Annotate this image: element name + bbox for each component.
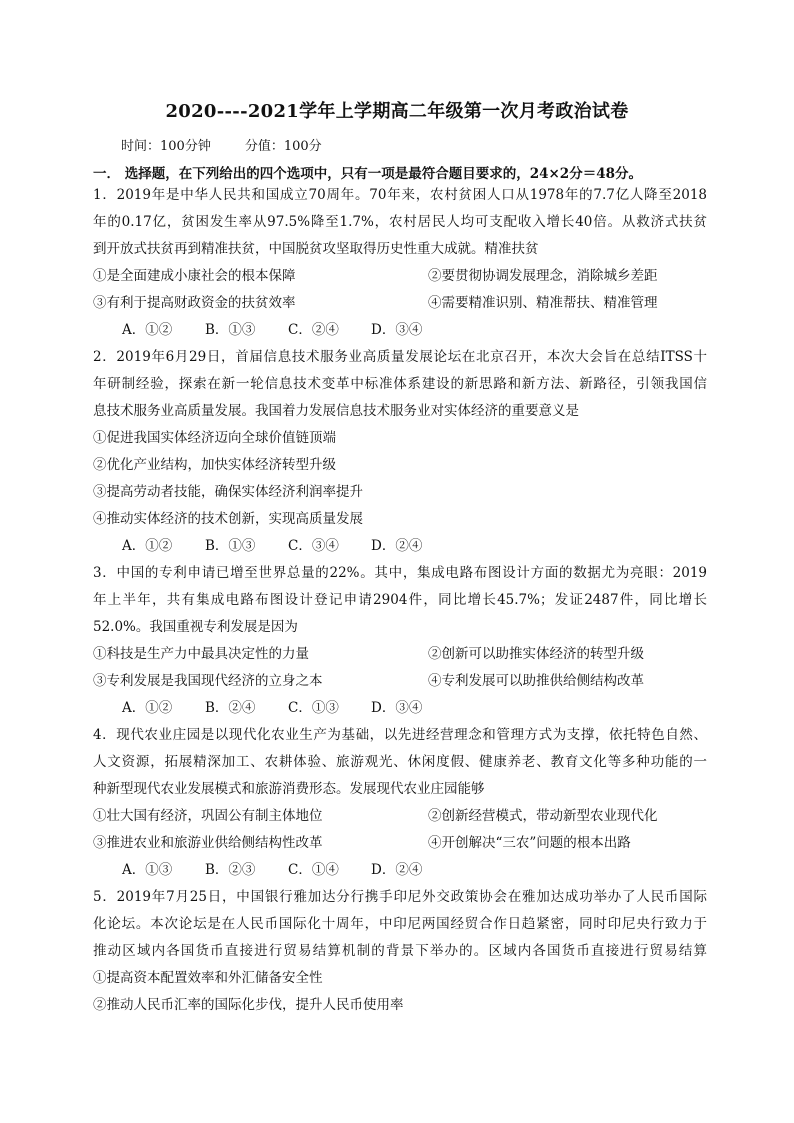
choice-b: B．①③ xyxy=(205,322,256,338)
exam-score: 分值：100分 xyxy=(244,139,322,154)
option-item: ①科技是生产力中最具决定性的力量 xyxy=(93,646,309,662)
question-stem-line: 1．2019年是中华人民共和国成立70周年。70年来，农村贫困人口从1978年的7.7亿人降至2018 xyxy=(93,187,707,203)
option-item: ③提高劳动者技能，确保实体经济利润率提升 xyxy=(93,484,363,500)
exam-title: 2020----2021学年上学期高二年级第一次月考政治试卷 xyxy=(165,101,629,122)
choice-c: C．①④ xyxy=(288,862,339,878)
option-row xyxy=(93,641,707,668)
question-stem-line: 2．2019年6月29日，首届信息技术服务业高质量发展论坛在北京召开，本次大会旨在总结ITSS十 xyxy=(93,349,707,365)
option-item: ④专利发展可以助推供给侧结构改革 xyxy=(428,673,644,689)
question-stem-line: 年的0.17亿，贫困发生率从97.5%降至1.7%，农村居民人均可支配收入增长40倍。从救济式扶贫 xyxy=(93,214,707,230)
question-stem-line: 种新型现代农业发展模式和旅游消费形态。发展现代农业庄园能够 xyxy=(93,781,485,797)
question-3 xyxy=(93,560,707,722)
choice-d: D．②④ xyxy=(371,862,423,878)
question-stem-line: 年上半年，共有集成电路布图设计登记申请2904件，同比增长45.7%；发证2487件，同比增长 xyxy=(93,592,707,608)
section-heading: 一． 选择题，在下列给出的四个选项中，只有一项是最符合题目要求的，24×2分＝48分。 xyxy=(93,166,642,182)
exam-time: 时间：100分钟 xyxy=(121,139,211,154)
answer-choices xyxy=(93,857,707,884)
choice-d: D．③④ xyxy=(371,700,423,716)
option-item: ②推动人民币汇率的国际化步伐，提升人民币使用率 xyxy=(93,997,404,1013)
answer-choices xyxy=(93,695,707,722)
question-stem-line: 年研制经验，探索在新一轮信息技术变革中标准体系建设的新思路和新方法、新路径，引领我国信 xyxy=(93,376,707,392)
question-4 xyxy=(93,722,707,884)
exam-meta xyxy=(121,135,322,154)
answer-choices xyxy=(93,533,707,560)
choice-b: B．①③ xyxy=(205,538,256,554)
question-2 xyxy=(93,344,707,560)
question-stem-line: 5．2019年7月25日，中国银行雅加达分行携手印尼外交政策协会在雅加达成功举办了人民币国际 xyxy=(93,889,707,905)
question-stem-line: 52.0%。我国重视专利发展是因为 xyxy=(93,619,298,635)
option-row xyxy=(93,803,707,830)
option-item: ②要贯彻协调发展理念，消除城乡差距 xyxy=(428,268,658,284)
choice-b: B．②③ xyxy=(205,862,256,878)
option-item: ①壮大国有经济，巩固公有制主体地位 xyxy=(93,808,323,824)
choice-a: A．①② xyxy=(122,322,173,338)
option-item: ④推动实体经济的技术创新，实现高质量发展 xyxy=(93,511,363,527)
option-row xyxy=(93,263,707,290)
option-item: ④需要精准识别、精准帮扶、精准管理 xyxy=(428,295,658,311)
option-item: ①是全面建成小康社会的根本保障 xyxy=(93,268,296,284)
question-stem-line: 4．现代农业庄园是以现代化农业生产为基础，以先进经营理念和管理方式为支撑，依托特色自然、 xyxy=(93,727,707,743)
choice-d: D．③④ xyxy=(371,322,423,338)
choice-a: A．①② xyxy=(122,700,173,716)
option-item: ③有利于提高财政资金的扶贫效率 xyxy=(93,295,296,311)
question-stem-line: 息技术服务业高质量发展。我国着力发展信息技术服务业对实体经济的重要意义是 xyxy=(93,403,579,419)
option-item: ②创新可以助推实体经济的转型升级 xyxy=(428,646,644,662)
option-item: ②创新经营模式，带动新型农业现代化 xyxy=(428,808,658,824)
answer-choices xyxy=(93,317,707,344)
option-item: ③推进农业和旅游业供给侧结构性改革 xyxy=(93,835,323,851)
choice-a: A．①③ xyxy=(122,862,173,878)
option-row xyxy=(93,290,707,317)
question-1 xyxy=(93,182,707,344)
option-item: ①促进我国实体经济迈向全球价值链顶端 xyxy=(93,430,336,446)
choice-c: C．②④ xyxy=(288,322,339,338)
choice-b: B．②④ xyxy=(205,700,256,716)
option-item: ①提高资本配置效率和外汇储备安全性 xyxy=(93,970,323,986)
option-item: ②优化产业结构，加快实体经济转型升级 xyxy=(93,457,336,473)
option-item: ③专利发展是我国现代经济的立身之本 xyxy=(93,673,323,689)
question-stem-line: 推动区域内各国货币直接进行贸易结算机制的背景下举办的。区域内各国货币直接进行贸易结算 xyxy=(93,943,707,959)
question-stem-line: 人文资源，拓展精深加工、农耕体验、旅游观光、休闲度假、健康养老、教育文化等多种功能的一 xyxy=(93,754,707,770)
question-list xyxy=(93,182,707,1019)
option-item: ④开创解决“三农”问题的根本出路 xyxy=(428,835,631,851)
question-stem-line: 到开放式扶贫再到精准扶贫，中国脱贫攻坚取得历史性重大成就。精准扶贫 xyxy=(93,241,539,257)
question-stem-line: 3．中国的专利申请已增至世界总量的22%。其中，集成电路布图设计方面的数据尤为亮眼：2019 xyxy=(93,565,707,581)
choice-c: C．③④ xyxy=(288,538,339,554)
question-5 xyxy=(93,884,707,1019)
question-stem-line: 化论坛。本次论坛是在人民币国际化十周年，中印尼两国经贸合作日趋紧密，同时印尼央行致力于 xyxy=(93,916,707,932)
option-row xyxy=(93,668,707,695)
option-row xyxy=(93,830,707,857)
choice-a: A．①② xyxy=(122,538,173,554)
choice-d: D．②④ xyxy=(371,538,423,554)
choice-c: C．①③ xyxy=(288,700,339,716)
